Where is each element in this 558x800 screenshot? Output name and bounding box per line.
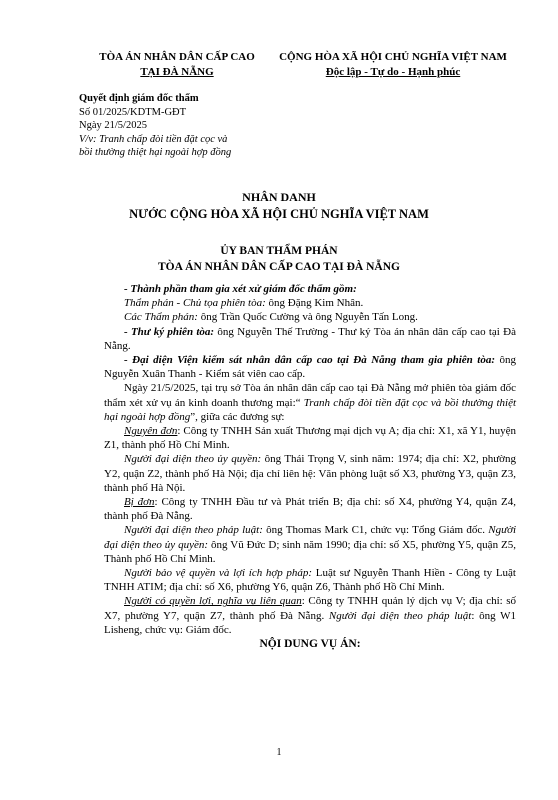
defendant-representatives: Người đại diện theo pháp luật: ông Thomas Mark C1, chức vụ: Tổng Giám đốc. Người đại diện theo ủy quyền: ông Vũ Đức D; sinh năm 1990; địa chỉ: số X5, phường Y5, quận Z5, Thành phố Hồ Chí Minh.	[104, 524, 516, 565]
document-subject-line2: bồi thường thiệt hại ngoài hợp đồng	[79, 147, 232, 158]
hearing-paragraph: Ngày 21/5/2025, tại trụ sở Tòa án nhân dân cấp cao tại Đà Nẵng mở phiên tòa giám đốc thẩm xét xử vụ án kinh doanh thương mại:“ Tranh chấp đòi tiền đặt cọc và bồi thường thiệt hại ngoài hợp đồng”, giữa các đương sự:	[104, 382, 517, 423]
nation-name: CỘNG HÒA XÃ HỘI CHỦ NGHĨA VIỆT NAM	[279, 51, 507, 63]
court-name-line2: TẠI ĐÀ NẴNG	[140, 66, 214, 78]
court-clerk: - Thư ký phiên tòa: ông Nguyễn Thế Trường - Thư ký Tòa án nhân dân cấp cao tại Đà Nẵng.	[104, 325, 516, 352]
national-header	[248, 50, 538, 80]
court-name-line1: TÒA ÁN NHÂN DÂN CẤP CAO	[99, 51, 255, 63]
decision-body	[104, 282, 516, 651]
presiding-judge: Thẩm phán - Chủ tọa phiên tòa: ông Đặng Kim Nhân.	[124, 297, 364, 310]
document-subject-line1: V/v: Tranh chấp đòi tiền đặt cọc và	[79, 133, 228, 145]
procuracy-representative: - Đại diện Viện kiểm sát nhân dân cấp cao tại Đà Nẵng tham gia phiên tòa: ông Nguyễn Xuân Thanh - Kiểm sát viên cao cấp.	[104, 354, 517, 381]
title-country: NƯỚC CỘNG HÒA XÃ HỘI CHỦ NGHĨA VIỆT NAM	[129, 207, 429, 221]
case-content-heading: NỘI DUNG VỤ ÁN:	[259, 638, 361, 651]
nation-motto: Độc lập - Tự do - Hạnh phúc	[325, 66, 461, 78]
panel-heading: - Thành phần tham gia xét xử giám đốc thẩm gồm:	[124, 283, 357, 295]
defendant-lawyer: Người bảo vệ quyền và lợi ích hợp pháp: Luật sư Nguyễn Thanh Hiền - Công ty Luật TNHH ATIM; địa chỉ: số X6, phường Y6, quận Z6, Thành phố Hồ Chí Minh.	[104, 567, 516, 594]
page-number: 1	[276, 747, 282, 758]
title-court: TÒA ÁN NHÂN DÂN CẤP CAO TẠI ĐÀ NẴNG	[158, 261, 400, 273]
plaintiff-representative: Người đại diện theo ủy quyền: ông Thái Trọng V, sinh năm: 1974; địa chỉ: X2, phường Y2, quận Z2, thành phố Hà Nội; địa chỉ liên hệ: Văn phòng luật số X3, phường Y3, quận Z3, thành phố Hà Nội.	[104, 453, 516, 494]
document-type: Quyết định giám đốc thẩm	[79, 93, 199, 104]
title-in-the-name: NHÂN DANH	[242, 190, 316, 204]
plaintiff: Nguyên đơn: Công ty TNHH Sản xuất Thương mại dịch vụ A; địa chỉ: X1, xã Y1, huyện Z1, thành phố Hồ Chí Minh.	[104, 425, 516, 452]
document-date: Ngày 21/5/2025	[79, 120, 147, 131]
document-meta	[79, 92, 309, 160]
related-party: Người có quyền lợi, nghĩa vụ liên quan: Công ty TNHH quản lý dịch vụ V; địa chỉ: số X7, phường Y7, quận Z7, thành phố Đà Nẵng. Người đại diện theo pháp luật: ông W1 Lisheng, chức vụ: Giám đốc.	[104, 595, 517, 636]
document-number: Số 01/2025/KDTM-GĐT	[79, 106, 187, 118]
defendant: Bị đơn: Công ty TNHH Đầu tư và Phát triển B; địa chỉ: số X4, phường Y4, quận Z4, thành phố Đà Nẵng.	[104, 496, 516, 523]
title-committee: ỦY BAN THẨM PHÁN	[220, 245, 338, 257]
panel-judges: Các Thẩm phán: ông Trần Quốc Cường và ông Nguyễn Tấn Long.	[124, 311, 418, 324]
